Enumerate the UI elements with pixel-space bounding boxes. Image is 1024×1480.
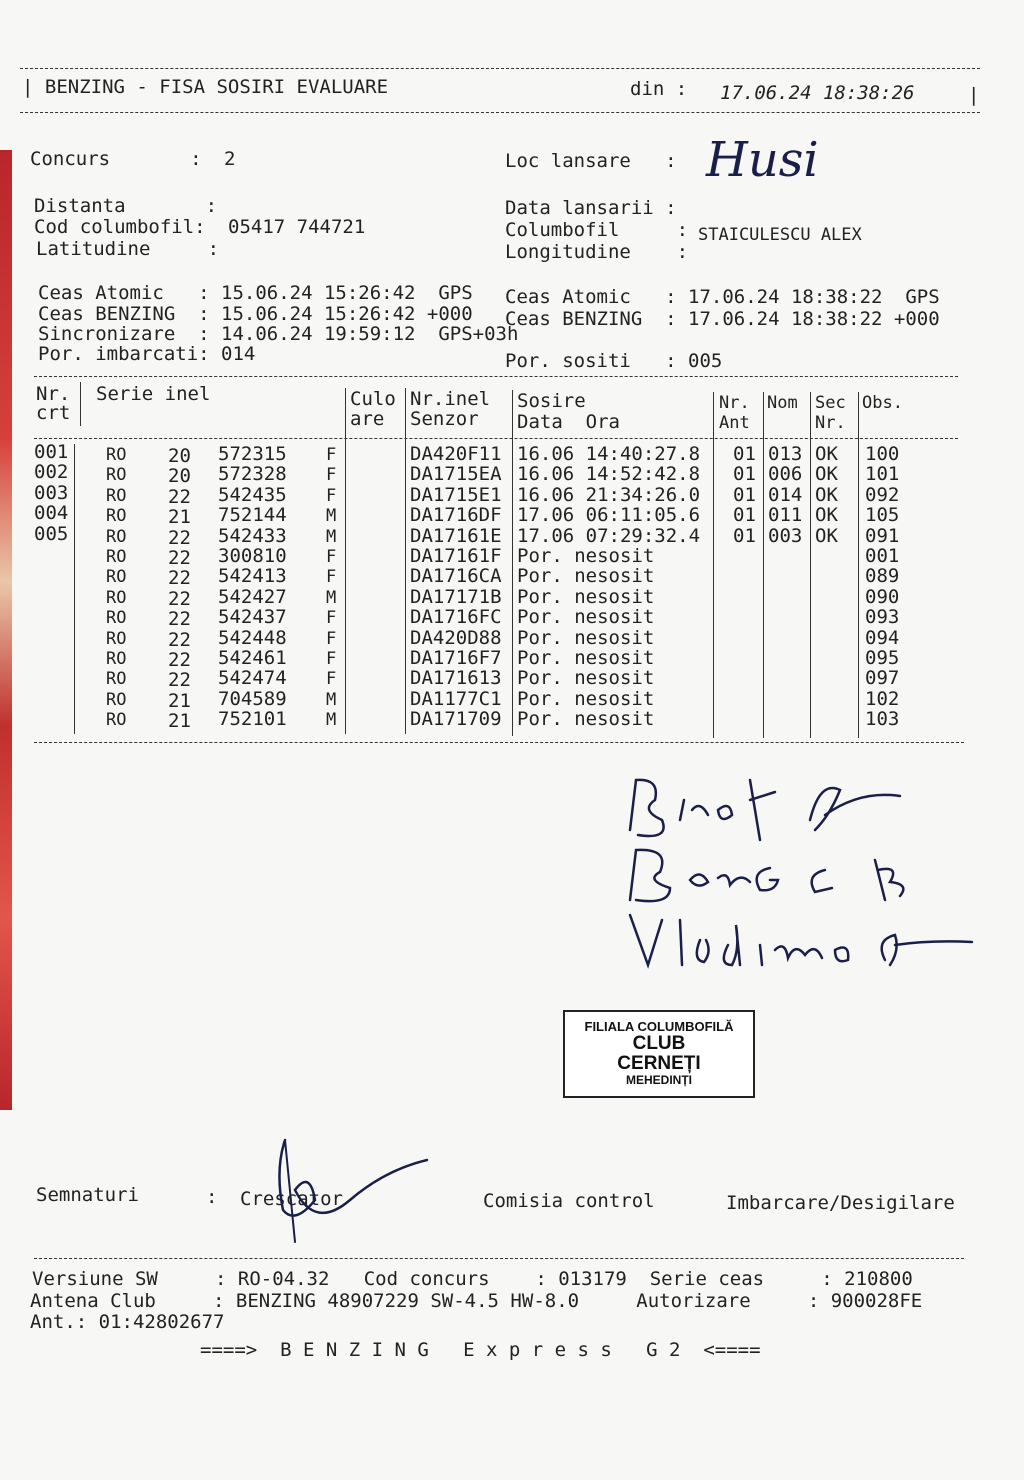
row-ring-number: 542437 xyxy=(218,606,287,629)
row-arrival: Por. nesosit xyxy=(517,667,655,690)
footer-line-2: Antena Club : BENZING 48907229 SW-4.5 HW-8.0 Autorizare : 900028FE xyxy=(30,1290,923,1312)
row-country: RO xyxy=(106,547,127,567)
row-obs: 102 xyxy=(865,687,900,710)
cod-columbofil-value: 05417 744721 xyxy=(228,216,366,238)
row-obs: 097 xyxy=(865,667,900,690)
col-header-culo: Culo xyxy=(350,388,396,410)
longitudine-label: Longitudine : xyxy=(505,241,689,263)
col-sep-crt xyxy=(74,444,75,734)
row-ring-number: 542433 xyxy=(218,524,287,547)
row-arrival: Por. nesosit xyxy=(517,626,655,649)
row-ring-number: 542435 xyxy=(218,483,287,506)
row-sex: F xyxy=(326,567,337,588)
row-sensor: DA17161E xyxy=(410,524,502,547)
row-obs: 093 xyxy=(865,606,900,629)
row-ring-number: 572315 xyxy=(218,443,287,465)
row-sec: OK xyxy=(815,524,838,547)
row-crt: 004 xyxy=(34,502,69,525)
row-sensor: DA171709 xyxy=(410,708,502,731)
concurs-label: Concurs : xyxy=(30,148,202,170)
row-obs: 101 xyxy=(865,463,900,486)
row-obs: 089 xyxy=(865,565,900,588)
row-sec: OK xyxy=(815,483,838,506)
clock-left-2: Ceas BENZING : 15.06.24 15:26:42 +000 xyxy=(38,303,473,325)
stamp-line4: MEHEDINȚI xyxy=(626,1072,692,1087)
row-sex: M xyxy=(326,526,337,547)
row-obs: 105 xyxy=(865,504,900,527)
handwritten-signatures xyxy=(600,760,1000,990)
concurs-value: 2 xyxy=(224,148,236,170)
row-antenna: 01 xyxy=(733,443,756,465)
row-sensor: DA420D88 xyxy=(410,626,502,649)
row-ring-number: 542474 xyxy=(218,667,287,690)
row-sex: F xyxy=(326,669,337,690)
row-nom: 014 xyxy=(768,483,803,506)
loc-lansare-value: Husi xyxy=(706,132,819,188)
semnaturi-colon: : xyxy=(206,1186,218,1208)
row-year: 21 xyxy=(168,710,191,733)
table-bottom-rule xyxy=(34,742,964,743)
row-antenna: 01 xyxy=(733,504,756,527)
header-end-bar: | xyxy=(968,84,980,106)
row-obs: 095 xyxy=(865,647,900,669)
row-ring-number: 704589 xyxy=(218,687,287,710)
col-header-sec: Sec xyxy=(815,393,846,413)
col-sep-crt-head xyxy=(80,382,81,426)
row-sec: OK xyxy=(815,463,838,486)
row-country: RO xyxy=(106,710,127,731)
row-year: 21 xyxy=(168,506,191,529)
row-sensor: DA1716CA xyxy=(410,565,502,588)
row-sex: M xyxy=(326,587,337,608)
row-obs: 090 xyxy=(865,585,900,608)
row-year: 22 xyxy=(168,485,191,508)
row-arrival: Por. nesosit xyxy=(517,545,655,567)
row-arrival: 17.06 06:11:05.6 xyxy=(517,504,701,527)
clock-left-4: Por. imbarcati: 014 xyxy=(38,343,256,365)
col-header-senzor: Senzor xyxy=(410,408,479,430)
row-obs: 092 xyxy=(865,483,900,506)
columbofil-label: Columbofil : xyxy=(505,219,689,241)
row-ring-number: 542461 xyxy=(218,647,287,669)
background-red-fabric xyxy=(0,150,12,1110)
row-year: 20 xyxy=(168,445,191,467)
col-sep-culo xyxy=(345,388,346,734)
col-sep-ant xyxy=(713,392,714,738)
row-country: RO xyxy=(106,485,127,506)
comisia-control-label: Comisia control xyxy=(483,1190,655,1212)
row-country: RO xyxy=(106,506,127,527)
row-year: 22 xyxy=(168,649,191,671)
row-year: 22 xyxy=(168,567,191,590)
row-sex: F xyxy=(326,608,337,629)
row-arrival: Por. nesosit xyxy=(517,585,655,608)
row-obs: 100 xyxy=(865,443,900,465)
col-header-crt: crt xyxy=(36,402,71,424)
data-lansarii-label: Data lansarii : xyxy=(505,197,677,219)
row-sex: F xyxy=(326,465,337,486)
col-header-nr-ant: Nr. xyxy=(719,393,750,413)
row-arrival: 16.06 14:52:42.8 xyxy=(517,463,701,486)
row-year: 22 xyxy=(168,669,191,692)
stamp-line3: CERNEȚI xyxy=(617,1052,701,1074)
row-ring-number: 752144 xyxy=(218,504,287,527)
row-sensor: DA1716DF xyxy=(410,504,502,527)
row-nom: 006 xyxy=(768,463,803,486)
col-header-nom: Nom xyxy=(767,393,798,413)
row-sex: M xyxy=(326,689,337,710)
col-sep-sosire xyxy=(512,390,513,736)
row-obs: 001 xyxy=(865,545,900,567)
row-year: 22 xyxy=(168,547,191,569)
clock-right-2: Ceas BENZING : 17.06.24 18:38:22 +000 xyxy=(505,308,940,330)
row-arrival: Por. nesosit xyxy=(517,687,655,710)
row-antenna: 01 xyxy=(733,524,756,547)
col-header-ant: Ant xyxy=(719,413,750,433)
row-sex: F xyxy=(326,628,337,649)
footer-line-1: Versiune SW : RO-04.32 Cod concurs : 013179 Serie ceas : 210800 xyxy=(32,1268,913,1290)
imbarcare-desigilare-label: Imbarcare/Desigilare xyxy=(726,1192,955,1214)
table-header-rule xyxy=(34,438,958,439)
crescator-signature xyxy=(255,1130,435,1250)
col-sep-nom xyxy=(763,392,764,738)
row-country: RO xyxy=(106,465,127,486)
benzing-express-banner: ====> B E N Z I N G E x p r e s s G 2 <==== xyxy=(200,1339,761,1361)
row-sex: M xyxy=(326,506,337,527)
row-country: RO xyxy=(106,567,127,588)
col-sep-nrinel xyxy=(405,388,406,734)
row-country: RO xyxy=(106,628,127,649)
col-header-nr-inel: Nr.inel xyxy=(410,388,491,410)
row-arrival: 16.06 21:34:26.0 xyxy=(517,483,701,506)
row-arrival: 17.06 07:29:32.4 xyxy=(517,524,701,547)
row-sensor: DA17161F xyxy=(410,545,502,567)
row-arrival: Por. nesosit xyxy=(517,565,655,588)
row-year: 22 xyxy=(168,608,191,631)
row-arrival: Por. nesosit xyxy=(517,647,655,669)
row-country: RO xyxy=(106,649,127,669)
club-stamp xyxy=(563,1010,755,1098)
columbofil-value: STAICULESCU ALEX xyxy=(698,225,862,245)
cod-columbofil-label: Cod columbofil: xyxy=(34,216,206,238)
row-sec: OK xyxy=(815,443,838,465)
row-sensor: DA1716FC xyxy=(410,606,502,629)
header-bottom-rule xyxy=(20,112,980,113)
clock-right-1: Ceas Atomic : 17.06.24 18:38:22 GPS xyxy=(505,286,940,308)
header-top-rule xyxy=(20,68,980,69)
row-ring-number: 542448 xyxy=(218,626,287,649)
row-sex: M xyxy=(326,710,337,731)
row-sensor: DA1716F7 xyxy=(410,647,502,669)
col-sep-obs xyxy=(858,392,859,738)
row-sensor: DA1715E1 xyxy=(410,483,502,506)
col-header-serie-inel: Serie inel xyxy=(96,383,211,405)
loc-lansare-label: Loc lansare : xyxy=(505,150,677,172)
distanta-label: Distanta : xyxy=(34,195,218,217)
row-crt: 002 xyxy=(34,461,69,484)
clock-left-1: Ceas Atomic : 15.06.24 15:26:42 GPS xyxy=(38,282,473,304)
row-country: RO xyxy=(106,587,127,608)
row-nom: 013 xyxy=(768,443,803,465)
row-country: RO xyxy=(106,689,127,710)
row-sensor: DA171613 xyxy=(410,667,502,690)
din-label: din : xyxy=(630,78,688,100)
stamp-line1: FILIALA COLUMBOFILĂ xyxy=(584,1019,734,1034)
row-year: 22 xyxy=(168,628,191,651)
footer-top-rule xyxy=(34,1258,964,1259)
row-sensor: DA1177C1 xyxy=(410,687,502,710)
row-ring-number: 752101 xyxy=(218,708,287,731)
row-crt: 001 xyxy=(34,441,69,463)
col-header-data-ora: Data Ora xyxy=(517,411,620,433)
col-header-nr: Nr. xyxy=(36,383,71,405)
document-title: | BENZING - FISA SOSIRI EVALUARE xyxy=(22,76,389,98)
row-nom: 011 xyxy=(768,504,803,527)
row-sensor: DA17171B xyxy=(410,585,502,608)
stamp-line2: CLUB xyxy=(632,1032,686,1054)
col-sep-sec xyxy=(810,392,811,738)
col-header-obs: Obs. xyxy=(862,393,903,413)
semnaturi-label: Semnaturi xyxy=(36,1184,139,1206)
crescator-label: Crescator xyxy=(240,1188,343,1210)
row-ring-number: 542427 xyxy=(218,585,287,608)
col-header-sec-nr: Nr. xyxy=(815,413,846,433)
row-arrival: 16.06 14:40:27.8 xyxy=(517,443,701,465)
col-header-sosire: Sosire xyxy=(517,390,586,412)
row-sensor: DA420F11 xyxy=(410,443,502,465)
row-sec: OK xyxy=(815,504,838,527)
print-datetime: 17.06.24 18:38:26 xyxy=(720,82,915,104)
row-nom: 003 xyxy=(768,524,803,547)
clock-right-4: Por. sositi : 005 xyxy=(505,350,723,372)
col-header-are: are xyxy=(350,408,385,430)
row-country: RO xyxy=(106,445,127,465)
row-obs: 094 xyxy=(865,626,900,649)
row-sex: F xyxy=(326,445,337,465)
latitudine-label: Latitudine : xyxy=(36,238,220,260)
row-year: 22 xyxy=(168,587,191,610)
row-crt: 005 xyxy=(34,522,69,545)
footer-line-3: Ant.: 01:42802677 xyxy=(30,1311,225,1333)
row-ring-number: 300810 xyxy=(218,545,287,567)
row-sensor: DA1715EA xyxy=(410,463,502,486)
row-ring-number: 542413 xyxy=(218,565,287,588)
row-antenna: 01 xyxy=(733,483,756,506)
row-arrival: Por. nesosit xyxy=(517,708,655,731)
row-sex: F xyxy=(326,547,337,567)
row-year: 20 xyxy=(168,465,191,488)
row-obs: 091 xyxy=(865,524,900,547)
table-top-rule xyxy=(34,376,958,377)
row-year: 21 xyxy=(168,689,191,712)
row-sex: F xyxy=(326,485,337,506)
clock-left-3: Sincronizare : 14.06.24 19:59:12 GPS+03h xyxy=(38,323,519,345)
row-year: 22 xyxy=(168,526,191,549)
row-obs: 103 xyxy=(865,708,900,731)
row-crt: 003 xyxy=(34,481,69,504)
row-ring-number: 572328 xyxy=(218,463,287,486)
row-country: RO xyxy=(106,669,127,690)
row-antenna: 01 xyxy=(733,463,756,486)
row-arrival: Por. nesosit xyxy=(517,606,655,629)
row-sex: F xyxy=(326,649,337,669)
row-country: RO xyxy=(106,608,127,629)
row-country: RO xyxy=(106,526,127,547)
